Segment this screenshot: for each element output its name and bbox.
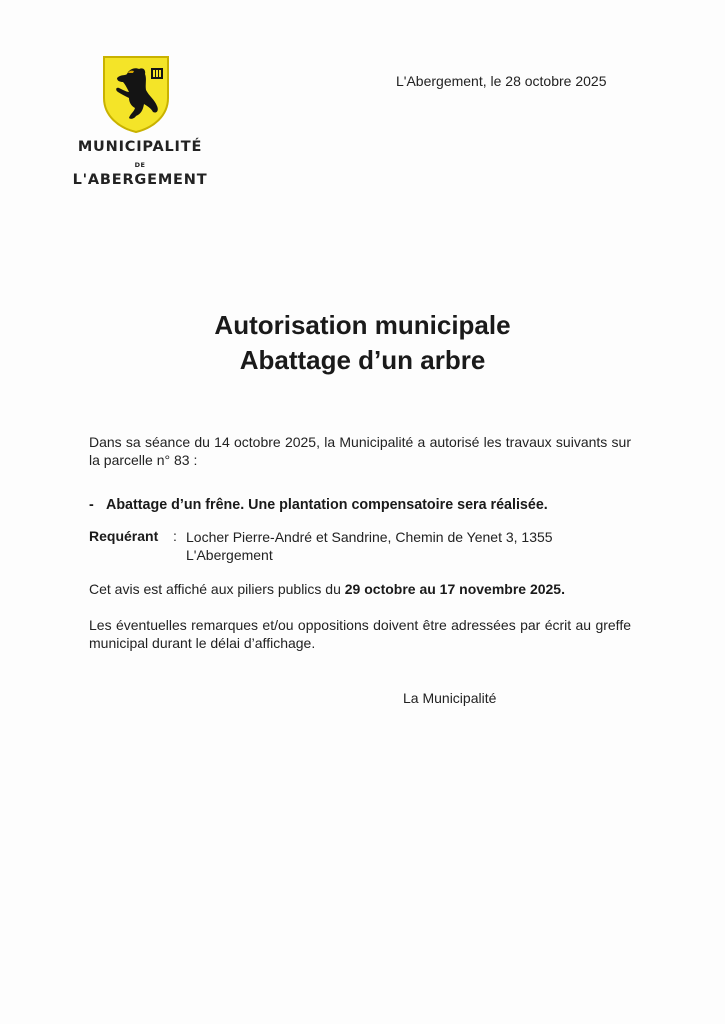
requerant-value [186,528,616,564]
municipality-name-line2: DE [134,161,146,169]
title-line1: Autorisation municipale [214,310,511,340]
requerant-colon: : [173,528,177,544]
intro-paragraph: Dans sa séance du 14 octobre 2025, la Municipalité a autorisé les travaux suivants sur la parcelle n° 83 : [89,434,631,468]
date-line: L'Abergement, le 28 octobre 2025 [396,73,607,89]
municipality-name-line3: L'ABERGEMENT [72,172,208,188]
municipality-name-line1: MUNICIPALITÉ [77,139,203,155]
display-period-paragraph [89,580,631,598]
signature: La Municipalité [403,690,497,706]
authorized-work-text: Abattage d’un frêne. Une plantation compensatoire sera réalisée. [106,497,548,513]
requerant-label: Requérant [89,528,159,544]
bullet-dash: - [89,497,94,513]
requerant-value-line2: L'Abergement [186,547,273,563]
coat-of-arms-icon [101,54,171,134]
requerant-value-line1: Locher Pierre-André et Sandrine, Chemin de Yenet 3, 1355 [186,529,553,545]
title-line2: Abattage d’un arbre [239,345,486,375]
remarks-paragraph: Les éventuelles remarques et/ou oppositions doivent être adressées par écrit au greffe municipal durant le délai d’affichage. [89,617,631,651]
display-period-dates: 29 octobre au 17 novembre 2025. [344,581,565,597]
display-period-prefix: Cet avis est affiché aux piliers publics du [89,581,345,597]
authorized-work-item [89,497,548,513]
